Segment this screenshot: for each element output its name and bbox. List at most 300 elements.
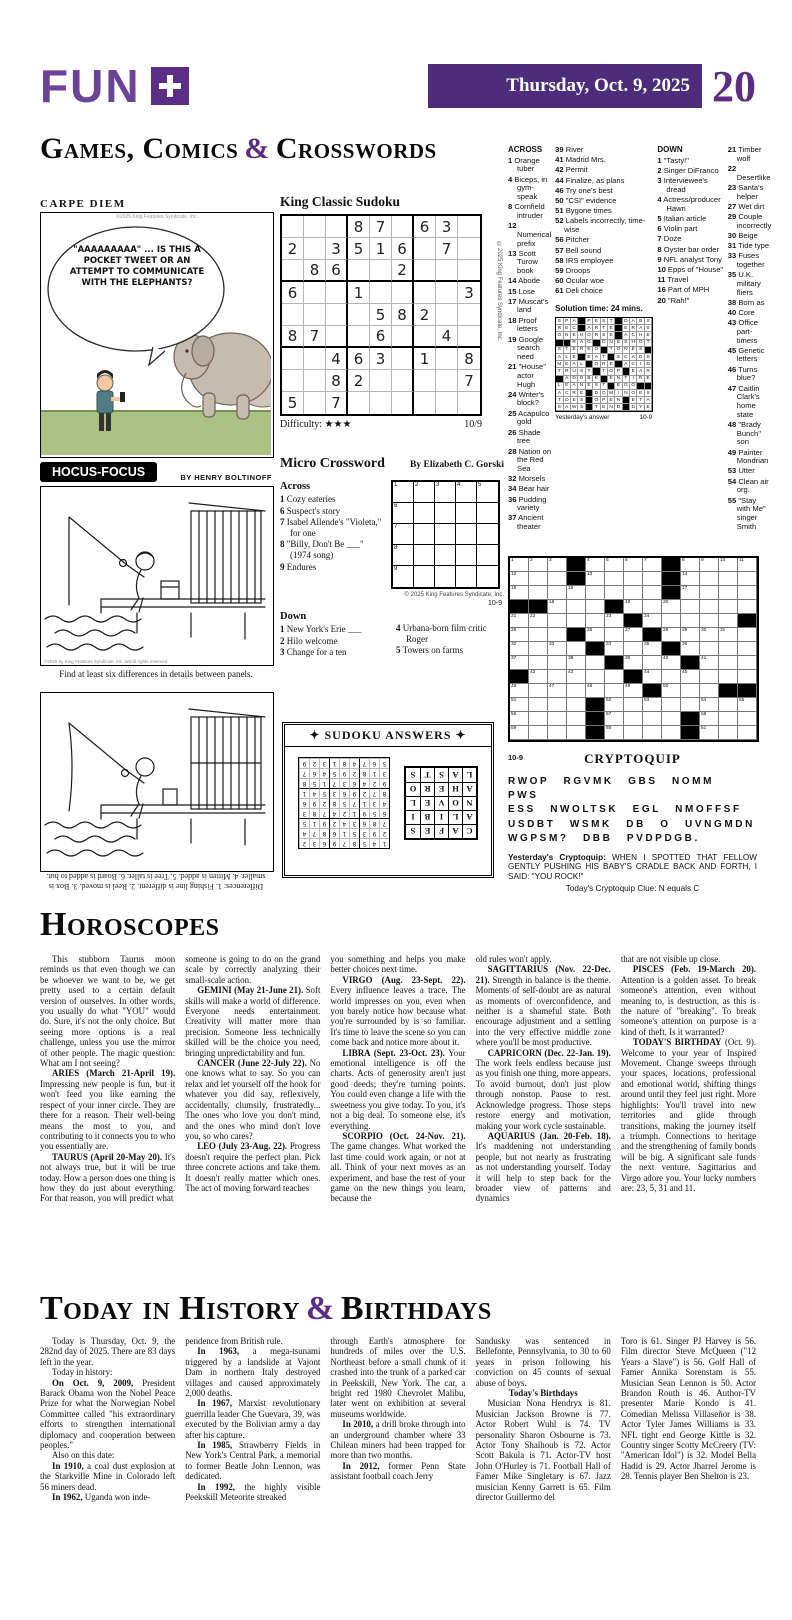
yesterday-answer-cell: A bbox=[593, 354, 600, 361]
crossword-cell bbox=[719, 614, 738, 628]
yesterday-answer-cell bbox=[645, 347, 652, 354]
sudoku-solution-cell: 1 bbox=[319, 778, 329, 788]
yesterday-answer-cell bbox=[601, 376, 608, 383]
yesterday-answer-cell: N bbox=[615, 376, 622, 383]
sudoku-solution-cell: 1 bbox=[309, 818, 319, 828]
micro-cell: 8 bbox=[393, 545, 414, 566]
crossword-cell bbox=[700, 670, 719, 684]
yesterday-answer-cell: C bbox=[623, 354, 630, 361]
yesterday-answer-cell: E bbox=[623, 325, 630, 332]
yesterday-answer-cell: P bbox=[586, 318, 593, 325]
history-paragraph: In 1963, a mega-tsunami triggered by a landslide at Vajont Dam in northern Italy destroyed villages and caused approximately 2,000 deaths. bbox=[185, 1346, 321, 1399]
crossword-cell: 17 bbox=[681, 586, 700, 600]
crossword-down-clue: 8 Oyster bar order bbox=[657, 244, 719, 254]
history-paragraph: Musician Nona Hendryx is 81. Musician Jackson Browne is 77. Actor Robert Wuhl is 74. TV personality Sharon Osbourne is 73. Actor Tony Shalhoub is 72. Actor Scott Bakula is 71. Actor-TV host John O'Hurley is 71. Football Hall of Famer Mike Singletary is 67. Jazz musician Kenny Garrett is 65. Film director Guillermo del bbox=[475, 1398, 611, 1503]
crossword-cell bbox=[643, 586, 662, 600]
sudoku-solution-cell: 5 bbox=[369, 808, 379, 818]
yesterday-answer-cell: A bbox=[645, 397, 652, 404]
crossword-across-clue: 56 Pitcher bbox=[555, 235, 590, 245]
micro-cell bbox=[456, 566, 477, 587]
sudoku-cell bbox=[326, 216, 348, 238]
micro-solution-cell: V bbox=[434, 796, 448, 810]
crossword-cell: 18 bbox=[548, 600, 567, 614]
history-column bbox=[621, 1336, 756, 1606]
sudoku-solution-cell: 4 bbox=[319, 768, 329, 778]
yesterday-answer-cell: R bbox=[556, 325, 563, 332]
yesterday-answer-cell: A bbox=[564, 376, 571, 383]
sudoku-cell bbox=[348, 392, 370, 414]
cryptoquip-module bbox=[508, 750, 757, 893]
crossword-cell bbox=[700, 600, 719, 614]
crossword-cell: 5 bbox=[605, 558, 624, 572]
history-paragraph: Today's Birthdays bbox=[508, 1388, 578, 1399]
crossword-cell bbox=[624, 642, 643, 656]
crossword-down-column-2 bbox=[728, 146, 772, 533]
history-column bbox=[330, 1336, 465, 1606]
sudoku-cell bbox=[392, 392, 414, 414]
micro-crossword-grid bbox=[391, 480, 500, 589]
micro-solution-cell: I bbox=[434, 810, 448, 824]
history-paragraph: In 2010, a drill broke through into an underground chamber where 33 Chilean miners had been trapped for more than two months. bbox=[330, 1419, 466, 1461]
sudoku-cell bbox=[282, 370, 304, 392]
sudoku-cell: 7 bbox=[436, 238, 458, 260]
yesterday-answer-cell bbox=[623, 404, 630, 411]
crossword-down-clue: 21 Timber wolf bbox=[727, 145, 762, 163]
yesterday-answer-cell: C bbox=[630, 361, 637, 368]
sudoku-cell: 1 bbox=[414, 348, 436, 370]
sudoku-solution-cell: 3 bbox=[339, 778, 349, 788]
crossword-cell: 13 bbox=[586, 572, 605, 586]
yesterday-answer-cell: E bbox=[630, 368, 637, 375]
crossword-across-clue: 36 Pudding variety bbox=[508, 494, 547, 513]
games-section-title bbox=[40, 132, 437, 166]
sudoku-cell: 7 bbox=[326, 392, 348, 414]
yesterday-answer-cell: O bbox=[564, 397, 571, 404]
sudoku-cell: 6 bbox=[326, 260, 348, 282]
cryptoquip-yesterday: Yesterday's Cryptoquip: WHEN I SPOTTED THAT FELLOW GENTLY PUSHING HIS BABY'S CRADLE BACK AND FORTH, I SAID: "YOU ROCK!" bbox=[508, 852, 757, 881]
sudoku-cell bbox=[392, 282, 414, 304]
yesterday-answer-cell bbox=[608, 354, 615, 361]
crossword-cell bbox=[586, 670, 605, 684]
yesterday-answer-cell: A bbox=[586, 325, 593, 332]
sudoku-cell bbox=[304, 348, 326, 370]
crossword-across-clue: 26 Shade tree bbox=[508, 427, 541, 446]
crossword-cell: 20 bbox=[662, 600, 681, 614]
sudoku-cell bbox=[436, 392, 458, 414]
crossword-cell: 55 bbox=[738, 698, 757, 712]
crossword-down-clue: 31 Tide type bbox=[727, 241, 770, 251]
masthead-title: FUN bbox=[40, 60, 141, 112]
micro-solution-cell: S bbox=[406, 824, 420, 838]
yesterday-answer-cell: A bbox=[637, 325, 644, 332]
crossword-cell bbox=[529, 698, 548, 712]
yesterday-answer-cell: R bbox=[571, 390, 578, 397]
sudoku-answers-title: ✦ SUDOKU ANSWERS ✦ bbox=[285, 725, 491, 747]
crossword-cell bbox=[643, 726, 662, 740]
crossword-down-clue: 35 U.K. military fliers bbox=[727, 270, 761, 297]
crossword-across-clue: 13 Scott Turow book bbox=[508, 248, 538, 276]
yesterday-answer-cell bbox=[615, 318, 622, 325]
crossword-cell: 46 bbox=[510, 684, 529, 698]
sudoku-solution-cell: 2 bbox=[379, 828, 389, 838]
yesterday-answer-cell: O bbox=[637, 340, 644, 347]
crossword-across-clue: 46 Try one's best bbox=[555, 185, 613, 195]
history-paragraph: In 2012, former Penn State assistant football coach Jerry bbox=[330, 1460, 466, 1482]
sudoku-solution-cell: 9 bbox=[369, 828, 379, 838]
yesterday-answer-cell: E bbox=[608, 332, 615, 339]
crossword-cell: 16 bbox=[567, 586, 586, 600]
crossword-cell bbox=[719, 586, 738, 600]
horoscope-column bbox=[185, 954, 320, 1286]
crossword-down-clue: 54 Clean air org. bbox=[727, 476, 769, 495]
micro-solution-cell: A bbox=[462, 782, 476, 796]
sudoku-cell bbox=[326, 282, 348, 304]
masthead-date-banner bbox=[428, 64, 702, 108]
crossword-cell bbox=[681, 698, 700, 712]
crossword-cell: 48 bbox=[586, 684, 605, 698]
crossword-cell bbox=[681, 712, 700, 726]
micro-solution-cell: S bbox=[434, 768, 448, 782]
crossword-down-clue: 16 Part of MPH bbox=[657, 285, 710, 295]
micro-cell bbox=[435, 545, 456, 566]
crossword-across-clue: 24 Writer's block? bbox=[508, 389, 544, 408]
micro-solution-cell: O bbox=[448, 796, 462, 810]
sudoku-cell: 6 bbox=[414, 216, 436, 238]
sudoku-solution-cell: 7 bbox=[319, 808, 329, 818]
sudoku-difficulty: Difficulty: ★★★ bbox=[280, 419, 352, 430]
sudoku-cell: 7 bbox=[458, 370, 480, 392]
crossword-cell bbox=[624, 572, 643, 586]
sudoku-solution-cell: 1 bbox=[329, 758, 339, 768]
sudoku-solution-cell: 5 bbox=[299, 818, 309, 828]
yesterday-answer-cell: M bbox=[556, 361, 563, 368]
sudoku-cell: 7 bbox=[304, 326, 326, 348]
history-paragraph: through Earth's atmosphere for hundreds of miles over the U.S. Northeast before a small chunk of it crashed into the trunk of a parked car in Peekskill, New York. The car, a bright red 1980 Chevrolet Malibu, later went on exhibition at several museums worldwide. bbox=[330, 1336, 466, 1419]
yesterday-answer-cell: I bbox=[615, 390, 622, 397]
crossword-cell: 38 bbox=[567, 656, 586, 670]
sudoku-cell: 4 bbox=[436, 326, 458, 348]
crossword-cell: 47 bbox=[548, 684, 567, 698]
yesterday-answer-cell: Y bbox=[637, 404, 644, 411]
crossword-cell bbox=[605, 600, 624, 614]
history-section-title: Today in History & Birthdays bbox=[40, 1290, 492, 1327]
crossword-cell bbox=[510, 600, 529, 614]
yesterday-answer-cell: N bbox=[615, 397, 622, 404]
sudoku-cell: 4 bbox=[326, 348, 348, 370]
sudoku-solution-cell: 5 bbox=[339, 798, 349, 808]
crossword-cell bbox=[681, 600, 700, 614]
yesterday-answer-cell: B bbox=[637, 318, 644, 325]
yesterday-answer-cell: S bbox=[645, 325, 652, 332]
history-paragraph: In 1985, Strawberry Fields in New York's Central Park, a memorial to former Beatle John Lennon, was dedicated. bbox=[185, 1440, 321, 1482]
micro-solution-cell: A bbox=[448, 824, 462, 838]
micro-crossword-title: Micro Crossword bbox=[280, 456, 385, 471]
masthead bbox=[40, 60, 756, 112]
yesterday-answer-cell: D bbox=[637, 354, 644, 361]
crossword-across-clue: 41 Madrid Mrs. bbox=[555, 155, 606, 165]
yesterday-answer-cell bbox=[578, 318, 585, 325]
yesterday-answer-cell: R bbox=[578, 347, 585, 354]
crossword-across-clue: 50 "CSI" evidence bbox=[555, 196, 617, 206]
sudoku-cell: 8 bbox=[392, 304, 414, 326]
crossword-cell bbox=[738, 684, 757, 698]
sudoku-solution-cell: 5 bbox=[319, 788, 329, 798]
crossword-across-clue: 1 Orange tuber bbox=[508, 155, 540, 174]
yesterday-answer-cell: E bbox=[601, 404, 608, 411]
micro-across-clue: 1 Cozy eateries bbox=[280, 494, 336, 504]
yesterday-answer-cell: H bbox=[578, 332, 585, 339]
crossword-cell bbox=[567, 698, 586, 712]
history-title-ampersand: & bbox=[306, 1290, 335, 1327]
sudoku-solution-cell: 1 bbox=[339, 828, 349, 838]
sudoku-cell bbox=[414, 370, 436, 392]
yesterday-answer-cell: L bbox=[556, 383, 563, 390]
sudoku-cell bbox=[414, 260, 436, 282]
crossword-cell: 50 bbox=[662, 684, 681, 698]
horoscope-paragraph: TAURUS (April 20-May 20). It's not always true, but it will be true today. How a person does one thing is how they do just about everything. For that reason, you will predict what bbox=[40, 1151, 176, 1204]
sudoku-solution-cell: 9 bbox=[359, 808, 369, 818]
sudoku-cell bbox=[282, 260, 304, 282]
micro-cell: 2 bbox=[414, 482, 435, 503]
sudoku-cell bbox=[282, 216, 304, 238]
crossword-cell: 7 bbox=[643, 558, 662, 572]
yesterday-answer-cell: A bbox=[630, 354, 637, 361]
yesterday-answer-cell: E bbox=[645, 404, 652, 411]
yesterday-answer-cell: E bbox=[645, 376, 652, 383]
crossword-cell bbox=[567, 600, 586, 614]
yesterday-answer-cell bbox=[615, 361, 622, 368]
yesterday-answer-cell: T bbox=[586, 368, 593, 375]
yesterday-answer-cell: T bbox=[608, 318, 615, 325]
crossword-cell: 45 bbox=[681, 670, 700, 684]
crossword-cell bbox=[529, 712, 548, 726]
crossword-down-clue: 53 Utter bbox=[727, 466, 755, 476]
yesterday-answer-cell: R bbox=[601, 361, 608, 368]
crossword-cell: 21 bbox=[510, 614, 529, 628]
micro-cell bbox=[414, 566, 435, 587]
crossword-cell: 41 bbox=[700, 656, 719, 670]
horoscope-paragraph: VIRGO (Aug. 23-Sept. 22). Every influence leaves a trace. The world impresses on you, even when you barely notice how because what you're surrounded by is so familiar. It's time to leave the scene so you can come back and notice more about it. bbox=[330, 974, 466, 1048]
history-paragraph: Sandusky was sentenced in Bellefonte, Pennsylvania, to 30 to 60 years in prison following his conviction on 45 counts of sexual abuse of boys. bbox=[475, 1336, 611, 1388]
sudoku-cell bbox=[370, 282, 392, 304]
crossword-cell: 23 bbox=[605, 614, 624, 628]
yesterday-answer-cell: E bbox=[586, 354, 593, 361]
yesterday-answer-cell: O bbox=[593, 347, 600, 354]
history-paragraph: Toro is 61. Singer PJ Harvey is 56. Film director Steve McQueen ("12 Years a Slave") is 56. Golf Hall of Famer Annika Sorenstam is 55. Musician Sean Lennon is 50. Actor Brandon Routh is 46. Author-TV presenter Marie Kondo is 41. Comedian Melissa Villaseñor is 38. Actor Tyler James Williams is 33. NFL tight end George Kittle is 32. Country singer Scotty McCreery (TV: "American Idol") is 32. Model Bella Hadid is 29. Actor Jharrel Jerome is 28. Tennis player Ben Shelton is 23. bbox=[620, 1336, 756, 1482]
sudoku-cell: 3 bbox=[436, 216, 458, 238]
horoscope-column bbox=[476, 954, 611, 1286]
crossword-across-clue: 15 Lose bbox=[508, 286, 536, 296]
micro-solution-cell: A bbox=[448, 768, 462, 782]
yesterday-answer-cell: S bbox=[645, 354, 652, 361]
sudoku-solution-cell: 7 bbox=[359, 758, 369, 768]
micro-cell: 7 bbox=[393, 524, 414, 545]
crossword-cell: 24 bbox=[643, 614, 662, 628]
crossword-cell bbox=[567, 684, 586, 698]
sudoku-solution-cell: 2 bbox=[349, 768, 359, 778]
yesterday-answer-cell: S bbox=[637, 347, 644, 354]
sudoku-solution-cell: 7 bbox=[299, 768, 309, 778]
crossword-cell: 58 bbox=[700, 712, 719, 726]
crossword-cell: 19 bbox=[624, 600, 643, 614]
yesterday-answer-cell: C bbox=[571, 325, 578, 332]
crossword-across-clue: 58 IRS employee bbox=[555, 255, 614, 265]
sudoku-solution-cell: 4 bbox=[379, 798, 389, 808]
sudoku-cell bbox=[304, 304, 326, 326]
crossword-cell bbox=[738, 656, 757, 670]
crossword-cell: 52 bbox=[605, 698, 624, 712]
micro-cell bbox=[477, 545, 498, 566]
yesterday-answer-cell: W bbox=[571, 404, 577, 410]
sudoku-cell bbox=[370, 392, 392, 414]
crossword-down-clue: 1 "Tasty!" bbox=[657, 155, 689, 165]
sudoku-solution-cell: 2 bbox=[329, 818, 339, 828]
micro-solution-cell: C bbox=[462, 824, 476, 838]
history-paragraph: Today in history: bbox=[52, 1367, 113, 1378]
crossword-cell bbox=[738, 600, 757, 614]
crossword-cell bbox=[548, 656, 567, 670]
yesterday-answer-cell bbox=[623, 368, 630, 375]
crossword-cell bbox=[643, 600, 662, 614]
yesterday-answer-cell bbox=[556, 340, 563, 347]
sudoku-solution-cell: 7 bbox=[379, 818, 389, 828]
horoscopes-title: Horoscopes bbox=[40, 906, 220, 943]
cryptoquip-date: 10-9 bbox=[508, 753, 524, 762]
horoscopes-columns bbox=[40, 954, 756, 1286]
micro-crossword-date: 10-9 bbox=[487, 600, 502, 607]
yesterday-answer-cell: D bbox=[623, 318, 630, 325]
crossword-down-clue: 47 Caitlin Clark's home state bbox=[727, 383, 760, 419]
yesterday-answer-cell: N bbox=[578, 383, 585, 390]
horoscope-paragraph: ARIES (March 21-April 19). Impressing new people is fun, but it won't feed you like earning the respect of your inner circle. They are there for a reason. Their well-being means the most to you, and contributing to it connects you to who you essentially are. bbox=[40, 1068, 176, 1152]
horoscope-column bbox=[40, 954, 175, 1286]
sudoku-solution-cell: 6 bbox=[369, 758, 379, 768]
sudoku-cell bbox=[326, 304, 348, 326]
yesterday-answer-cell: E bbox=[571, 354, 578, 361]
yesterday-answer-cell: T bbox=[601, 383, 608, 390]
yesterday-answer-cell: D bbox=[615, 404, 622, 411]
crossword-cell bbox=[738, 642, 757, 656]
crossword-across-clue: 44 Finalize, as plans bbox=[555, 175, 625, 185]
crossword-cell bbox=[586, 586, 605, 600]
crossword-down-clue: 33 Fuses together bbox=[727, 251, 765, 269]
hocus-focus-header bbox=[40, 462, 272, 482]
sudoku-solution-cell: 9 bbox=[349, 788, 359, 798]
crossword-cell: 49 bbox=[624, 684, 643, 698]
yesterday-answer-cell bbox=[586, 397, 593, 404]
sudoku-cell bbox=[282, 304, 304, 326]
micro-cell bbox=[435, 566, 456, 587]
crossword-down-clue: 3 Interviewee's dread bbox=[657, 176, 708, 194]
hocus-panel-2 bbox=[40, 692, 274, 872]
yesterday-answer-cell: S bbox=[556, 318, 563, 325]
sudoku-solution-cell: 6 bbox=[309, 768, 319, 778]
crossword-cell bbox=[681, 614, 700, 628]
yesterday-answer-cell: S bbox=[578, 404, 585, 411]
yesterday-answer-cell: S bbox=[623, 340, 630, 347]
history-paragraph: pendence from British rule. bbox=[185, 1336, 283, 1346]
sudoku-solution-cell: 6 bbox=[329, 828, 339, 838]
crossword-cell: 28 bbox=[662, 628, 681, 642]
crossword-cell bbox=[700, 586, 719, 600]
yesterday-answer-cell: R bbox=[593, 332, 600, 339]
sudoku-answers-box bbox=[282, 722, 494, 878]
crossword-down-clue: 29 Couple incorrectly bbox=[727, 211, 772, 230]
hocus-panel-1-art bbox=[41, 487, 271, 663]
sudoku-solution-cell: 4 bbox=[359, 778, 369, 788]
yesterday-answer-cell: S bbox=[578, 397, 585, 404]
history-paragraph: In 1992, the highly visible Peekskill Meteorite streaked bbox=[185, 1481, 321, 1503]
crossword-cell bbox=[662, 670, 681, 684]
history-paragraph: In 1967, Marxist revolutionary guerrilla leader Che Guevara, 39, was executed by the Bolivian army a day after his capture. bbox=[185, 1398, 321, 1440]
games-title-main: Games, Comics bbox=[40, 132, 239, 165]
crossword-cell bbox=[529, 600, 548, 614]
history-paragraph: On Oct. 9, 2009, President Barack Obama won the Nobel Peace Prize for what the Norwegian Nobel Committee called "his extraordinary efforts to strengthen international diplomacy and cooperation between peoples." bbox=[40, 1377, 176, 1451]
micro-cell bbox=[414, 524, 435, 545]
cryptoquip-line: ESS NWOLTSK EGL NMOFFSF bbox=[508, 804, 742, 815]
crossword-down-column-1 bbox=[657, 146, 723, 533]
crossword-cell: 53 bbox=[643, 698, 662, 712]
yesterday-answer-cell: E bbox=[615, 340, 622, 347]
crossword-cell bbox=[719, 712, 738, 726]
crossword-down-clue: 5 Italian article bbox=[657, 213, 707, 223]
yesterday-answer-cell: E bbox=[593, 318, 600, 325]
sudoku-cell bbox=[414, 326, 436, 348]
yesterday-answer-cell: O bbox=[593, 361, 600, 368]
micro-solution-cell: E bbox=[420, 796, 434, 810]
sudoku-cell: 6 bbox=[370, 326, 392, 348]
sudoku-solution-cell: 8 bbox=[339, 758, 349, 768]
crossword-cell: 9 bbox=[700, 558, 719, 572]
crossword-cell: 15 bbox=[510, 586, 529, 600]
sudoku-cell bbox=[348, 260, 370, 282]
sudoku-cell bbox=[304, 238, 326, 260]
crossword-cell: 25 bbox=[510, 628, 529, 642]
crossword-across-clue: 61 Deli choice bbox=[555, 286, 603, 296]
micro-solution-cell: E bbox=[434, 782, 448, 796]
yesterday-answer-cell: A bbox=[630, 318, 637, 325]
crossword-cell: 35 bbox=[643, 642, 662, 656]
crossword-across-clue: 12 Numerical prefix bbox=[508, 221, 552, 248]
history-column bbox=[476, 1336, 611, 1606]
yesterday-answer-cell: S bbox=[593, 383, 600, 390]
yesterday-answer-cell: N bbox=[623, 347, 630, 354]
yesterday-answer-cell bbox=[645, 383, 652, 390]
yesterday-answer-cell: R bbox=[645, 368, 652, 375]
yesterday-answer-cell: L bbox=[564, 354, 571, 361]
sudoku-solution-cell: 7 bbox=[309, 828, 319, 838]
sudoku-solution-cell: 5 bbox=[309, 778, 319, 788]
micro-down-clue: 1 New York's Erie ___ bbox=[280, 624, 362, 634]
hocus-panel-1 bbox=[40, 486, 274, 666]
yesterday-answer-cell: N bbox=[608, 404, 615, 411]
yesterday-answer-cell: A bbox=[571, 318, 578, 325]
yesterday-answer-cell: E bbox=[630, 347, 637, 354]
crossword-cell bbox=[624, 726, 643, 740]
yesterday-answer-cell: T bbox=[593, 404, 600, 411]
yesterday-answer-cell: R bbox=[564, 368, 571, 375]
sudoku-cell: 6 bbox=[392, 238, 414, 260]
crossword-cell bbox=[548, 572, 567, 586]
history-column bbox=[40, 1336, 175, 1606]
sudoku-cell bbox=[458, 392, 480, 414]
crossword-cell bbox=[662, 572, 681, 586]
yesterday-answer-cell: R bbox=[637, 376, 644, 383]
crossword-cell bbox=[605, 628, 624, 642]
micro-solution-cell: B bbox=[420, 810, 434, 824]
crossword-cell: 1 bbox=[510, 558, 529, 572]
horoscope-paragraph: LEO (July 23-Aug. 22). Progress doesn't require the perfect plan. Pick three concrete actions and take them. It doesn't really matter which ones. The act of moving forward teaches bbox=[185, 1141, 321, 1193]
